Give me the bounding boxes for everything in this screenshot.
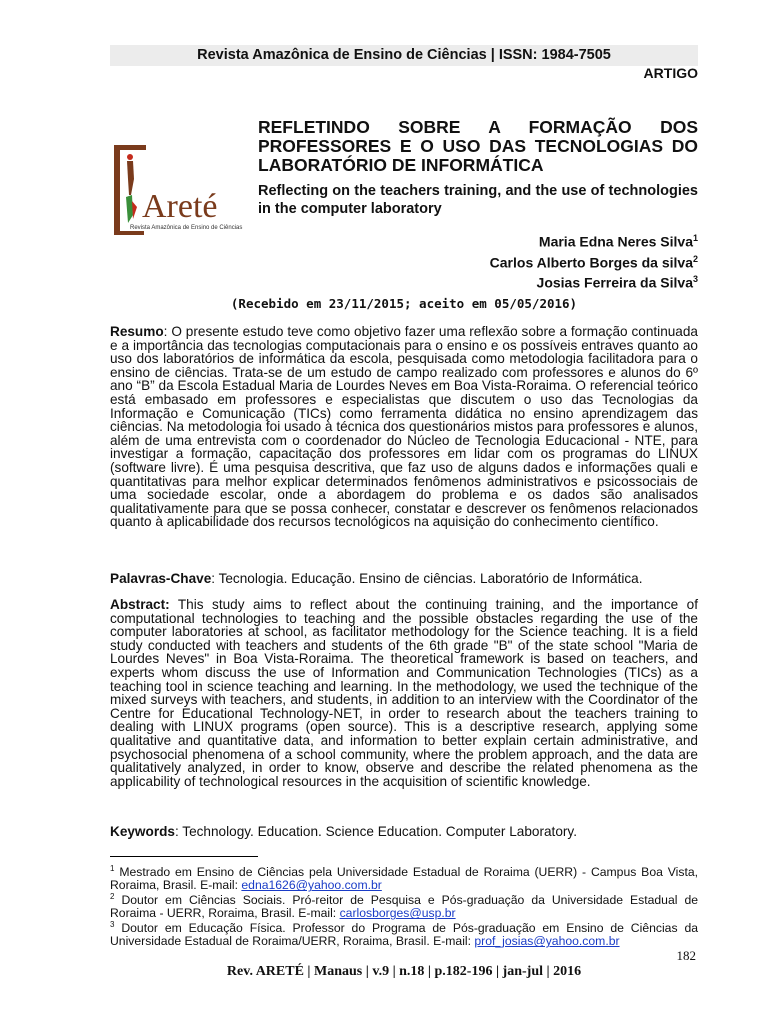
author-line xyxy=(490,251,698,272)
palavras-chave-label: Palavras-Chave xyxy=(110,571,212,586)
journal-header: Revista Amazônica de Ensino de Ciências | ISSN: 1984-7505 xyxy=(110,45,698,66)
author-name: Josias Ferreira da Silva xyxy=(536,274,693,291)
article-subtitle: Reflecting on the teachers training, and the use of technologies in the computer laboratory xyxy=(258,183,698,217)
footnote-email-link[interactable]: edna1626@yahoo.com.br xyxy=(241,878,382,893)
resumo-label: Resumo xyxy=(110,324,164,339)
article-title: REFLETINDO SOBRE A FORMAÇÃO DOS PROFESSORES E O USO DAS TECNOLOGIAS DO LABORATÓRIO DE INFORMÁTICA xyxy=(258,117,698,175)
keywords-paragraph xyxy=(110,825,698,839)
author-footnote-mark: 2 xyxy=(692,253,698,264)
palavras-chave-paragraph xyxy=(110,572,698,586)
author-footnote-mark: 1 xyxy=(692,233,698,243)
author-line xyxy=(490,230,698,251)
resumo-paragraph xyxy=(110,325,698,529)
footnote-3 xyxy=(110,918,698,949)
footnote-email-link[interactable]: prof_josias@yahoo.com.br xyxy=(474,934,620,949)
logo-frame-left xyxy=(114,145,120,235)
footnote-mark: 2 xyxy=(110,892,115,901)
keywords-text: : Technology. Education. Science Education. Computer Laboratory. xyxy=(174,824,577,839)
logo-wordmark: Areté xyxy=(142,188,218,225)
footnote-text: Mestrado em Ensino de Ciências pela Universidade Estadual de Roraima (UERR) - Campus Boa Vista, Roraima, Brasil. E-mail: xyxy=(110,865,698,893)
article-type-label: ARTIGO xyxy=(643,65,698,81)
abstract-paragraph xyxy=(110,598,698,788)
author-footnote-mark: 3 xyxy=(692,274,698,285)
footnote-text: Doutor em Ciências Sociais. Pró-reitor de Pesquisa e Pós-graduação da Universidade Estadual de Roraima - UERR, Roraima, Brasil. E-mail: xyxy=(110,893,699,921)
footnote-1 xyxy=(110,862,698,893)
author-name: Maria Edna Neres Silva xyxy=(538,233,693,250)
page-number: 182 xyxy=(676,948,696,963)
footnote-mark: 1 xyxy=(110,864,115,873)
footnote-email-link[interactable]: carlosborges@usp.br xyxy=(339,906,456,921)
logo-figure-body xyxy=(127,161,134,195)
arete-logo xyxy=(112,145,244,237)
logo-figure-leaves xyxy=(126,195,133,223)
palavras-chave-text: : Tecnologia. Educação. Ensino de ciências. Laboratório de Informática. xyxy=(211,571,643,586)
logo-frame-bottom xyxy=(114,231,144,235)
abstract-text: This study aims to reflect about the continuing training, and the importance of computational technologies to teaching and the possible obstacles regarding the use of the computer laboratories at school, as facilitator methodology for the Science teaching. It is a field study conducted with teachers and students of the 6th grade "B" of the state school "Maria de Lourdes Neves" in Boa Vista-Roraima. The theoretical framework is based on teachers, and experts whom discuss the use of Information and Communication Technologies (TICs) as a teaching tool in science teaching and learning. In the methodology, we used the technique of the mixed surveys with teachers, and students, in addition to an interview with the Coordinator of the Centre for Educational Technology-NET, in order to research about the teachers training to dealing with LINUX programs (open source). This is a descriptive research, applying some qualitative and quantitative data, and information to better explain certain administrative, and psychosocial phenomena of a school community, where the problem approach, and the data are qualitatively analyzed, in order to know, observe and describe the related phenomena as the applicability of technological resources in the acquisition of scientific knowledge. xyxy=(110,597,698,789)
journal-footer: Rev. ARETÉ | Manaus | v.9 | n.18 | p.182-196 | jan-jul | 2016 xyxy=(226,964,582,979)
abstract-label: Abstract: xyxy=(110,597,170,612)
author-name: Carlos Alberto Borges da silva xyxy=(489,254,693,271)
received-dates: (Recebido em 23/11/2015; aceito em 05/05/2016) xyxy=(230,296,578,311)
footnote-divider xyxy=(110,856,258,857)
footnote-text: Doutor em Educação Física. Professor do Programa de Pós-graduação em Ensino de Ciências da Universidade Estadual de Roraima/UERR, Roraima, Brasil. E-mail: xyxy=(110,921,698,949)
author-line xyxy=(490,271,698,292)
logo-frame-top xyxy=(114,145,146,150)
arete-logo-graphic xyxy=(112,145,244,237)
footnote-2 xyxy=(110,890,698,921)
logo-figure-head xyxy=(127,154,133,160)
keywords-label: Keywords xyxy=(110,824,175,839)
logo-caption: Revista Amazônica de Ensino de Ciências xyxy=(130,225,243,231)
logo-figure-accent xyxy=(132,201,137,219)
resumo-text: : O presente estudo teve como objetivo fazer uma reflexão sobre a formação continuada e a importância das tecnologias computacionais para o ensino e os possíveis entraves quanto ao uso dos laboratórios de informática da escola, pesquisada como metodologia facilitadora para o ensino de ciências. Trata-se de um estudo de campo realizado com professores e alunos do 6º ano “B” da Escola Estadual Maria de Lourdes Neves em Boa Vista-Roraima. O referencial teórico está embasado em professores e especialistas que discutem o uso das Tecnologias da Informação e Comunicação (TICs) como ferramenta didática no ensino aprendizagem das ciências. Na metodologia foi usado à técnica dos questionários mistos para professores e alunos, além de uma entrevista com o coordenador do Núcleo de Tecnologia Educacional - NTE, para investigar a formação, capacitação dos professores em lidar com os programas do LINUX (software livre). É uma pesquisa descritiva, que faz uso de alguns dados e informações quali e quantitativas para melhor explicar determinados fenômenos administrativos e psicossociais de uma sociedade escolar, onde a abordagem do problema e os dados são analisados qualitativamente para que se possa conhecer, constatar e descrever os fenômenos relacionados quanto à aplicabilidade dos recursos tecnológicos na aquisição do conhecimento científico. xyxy=(110,324,698,530)
footnote-mark: 3 xyxy=(110,920,115,929)
author-list xyxy=(490,230,698,292)
